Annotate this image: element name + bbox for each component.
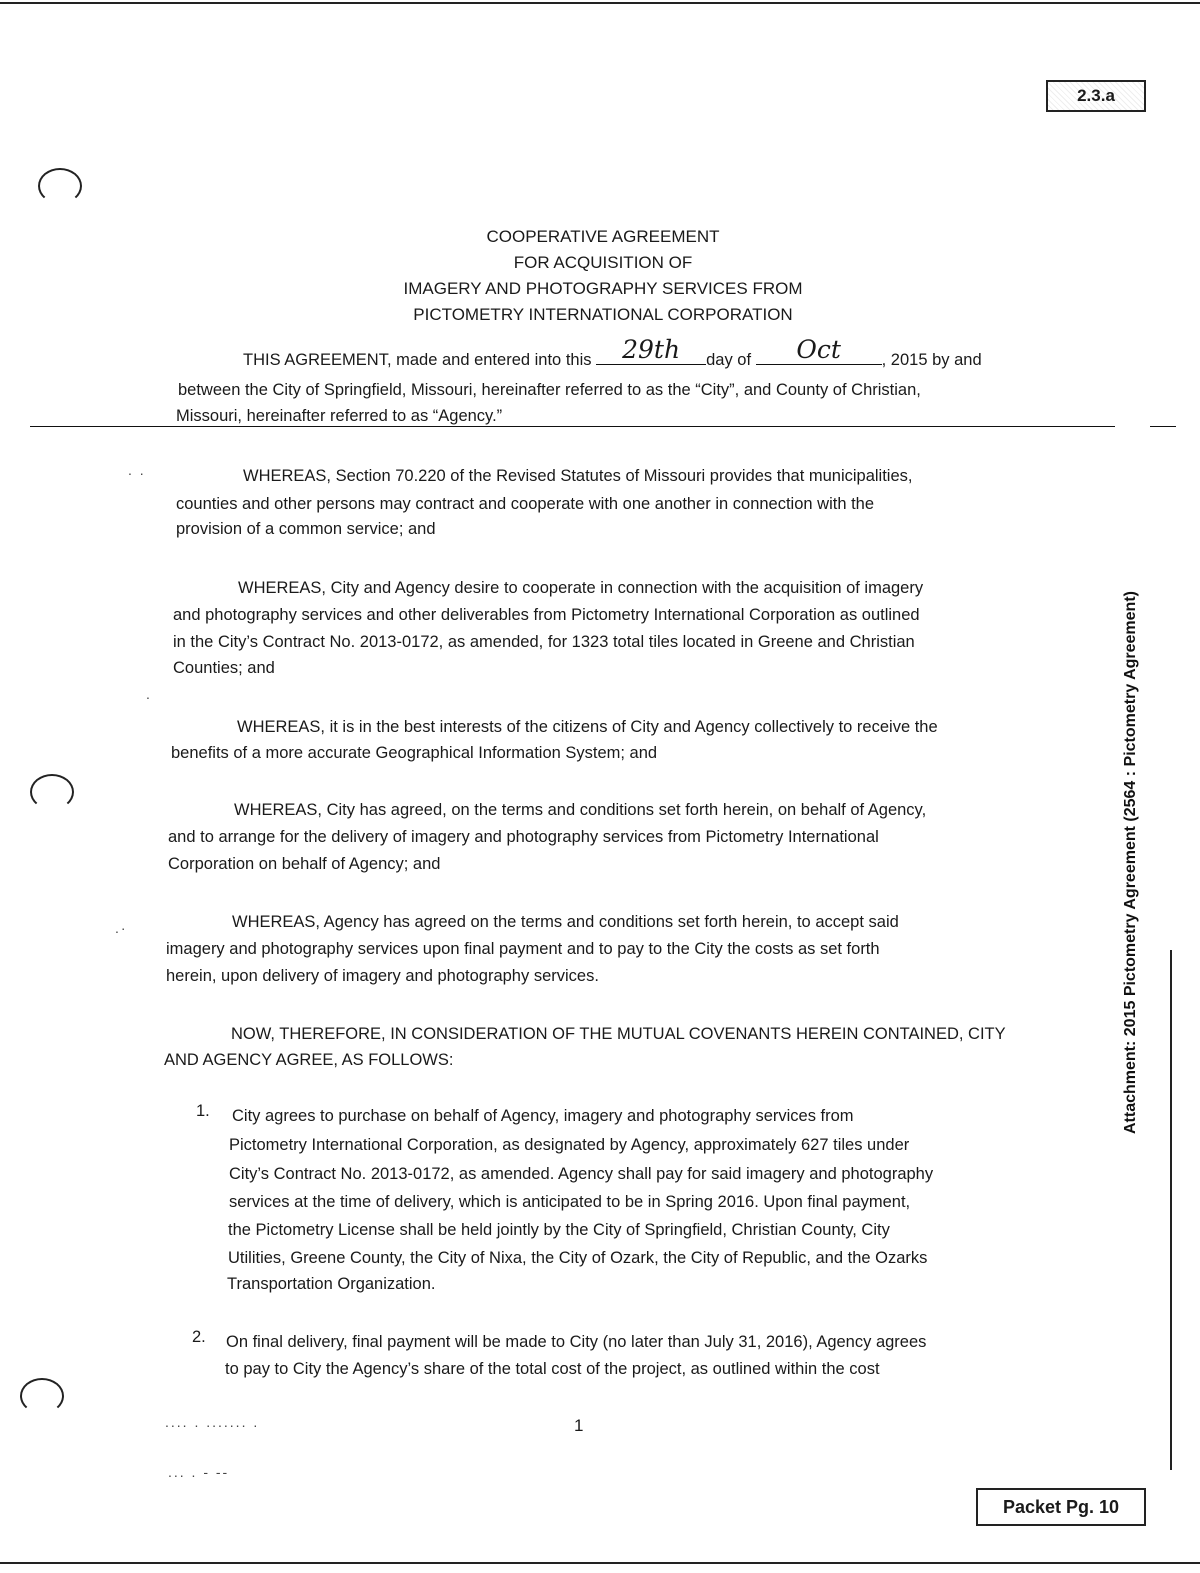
list-item-line: City agrees to purchase on behalf of Agency, imagery and photography services from (232, 1107, 854, 1125)
punch-hole-icon (38, 168, 82, 204)
attachment-side-note: Attachment: 2015 Pictometry Agreement (2564 : Pictometry Agreement) (1122, 591, 1139, 1134)
whereas-line: WHEREAS, it is in the best interests of the citizens of City and Agency collectively to receive the (237, 718, 938, 736)
list-item-line: City’s Contract No. 2013-0172, as amended. Agency shall pay for said imagery and photography (229, 1165, 934, 1183)
scan-speckle: .· (115, 920, 128, 936)
intro-line-3: Missouri, hereinafter referred to as “Agency.” (176, 407, 503, 425)
title-line: COOPERATIVE AGREEMENT (486, 227, 720, 246)
bottom-scan-border (0, 1562, 1200, 1564)
intro-line-2: between the City of Springfield, Missouri, hereinafter referred to as the “City”, and County of Christian, (178, 381, 921, 399)
title-line: PICTOMETRY INTERNATIONAL CORPORATION (413, 305, 793, 324)
intro-suffix: , 2015 by and (881, 351, 982, 369)
page-number: 1 (574, 1416, 584, 1435)
day-blank (596, 335, 706, 365)
list-item-line: the Pictometry License shall be held jointly by the City of Springfield, Christian County, City (228, 1221, 890, 1239)
title-line: FOR ACQUISITION OF (513, 253, 693, 272)
whereas-line: imagery and photography services upon final payment and to pay to the City the costs as set forth (166, 940, 880, 958)
divider-line (1150, 426, 1176, 427)
whereas-line: WHEREAS, City and Agency desire to cooperate in connection with the acquisition of imagery (238, 579, 924, 597)
scan-speckle: .... . ....... . (165, 1414, 260, 1430)
handwritten-month: Oct (796, 335, 841, 364)
margin-scan-line (1170, 950, 1172, 1470)
intro-prefix: THIS AGREEMENT, made and entered into this (243, 351, 592, 369)
intro-line-1 (243, 335, 982, 374)
whereas-line: benefits of a more accurate Geographical Information System; and (171, 744, 658, 762)
whereas-line: Counties; and (173, 659, 275, 677)
list-number: 1. (196, 1102, 210, 1120)
list-item-line: to pay to City the Agency’s share of the total cost of the project, as outlined within the cost (225, 1360, 880, 1378)
whereas-line: in the City’s Contract No. 2013-0172, as amended, for 1323 total tiles located in Greene and Christian (173, 633, 915, 651)
list-item-line: services at the time of delivery, which is anticipated to be in Spring 2016. Upon final payment, (229, 1193, 911, 1211)
whereas-line: counties and other persons may contract and cooperate with one another in connection with the (176, 495, 875, 513)
intro-mid: day of (706, 351, 752, 369)
scan-speckle: . (146, 686, 152, 702)
punch-hole-icon (20, 1378, 64, 1414)
whereas-line: herein, upon delivery of imagery and photography services. (166, 967, 599, 985)
title-line: IMAGERY AND PHOTOGRAPHY SERVICES FROM (403, 279, 803, 298)
list-number: 2. (192, 1328, 206, 1346)
whereas-line: WHEREAS, City has agreed, on the terms and conditions set forth herein, on behalf of Agency, (234, 801, 927, 819)
list-item-line: Pictometry International Corporation, as designated by Agency, approximately 627 tiles under (229, 1136, 910, 1154)
now-therefore-line: AND AGENCY AGREE, AS FOLLOWS: (164, 1051, 454, 1069)
whereas-line: WHEREAS, Section 70.220 of the Revised Statutes of Missouri provides that municipalities, (243, 467, 913, 485)
handwritten-day: 29th (622, 335, 681, 364)
whereas-line: and to arrange for the delivery of imagery and photography services from Pictometry International (168, 828, 879, 846)
now-therefore-line: NOW, THEREFORE, IN CONSIDERATION OF THE MUTUAL COVENANTS HEREIN CONTAINED, CITY (231, 1025, 1006, 1043)
whereas-line: and photography services and other deliverables from Pictometry International Corporation as outlined (173, 606, 920, 624)
scan-speckle: ... . - -- (168, 1464, 230, 1480)
divider-line (30, 426, 1115, 427)
list-item-line: Transportation Organization. (227, 1275, 436, 1293)
month-blank (756, 335, 882, 365)
list-item-line: Utilities, Greene County, the City of Nixa, the City of Ozark, the City of Republic, and the Ozarks (228, 1249, 928, 1267)
whereas-line: WHEREAS, Agency has agreed on the terms and conditions set forth herein, to accept said (232, 913, 899, 931)
scan-speckle: . . (128, 462, 146, 478)
list-item-line: On final delivery, final payment will be made to City (no later than July 31, 2016), Agency agrees (226, 1333, 927, 1351)
packet-page-tag: Packet Pg. 10 (976, 1488, 1146, 1526)
top-scan-border (0, 2, 1200, 4)
whereas-line: Corporation on behalf of Agency; and (168, 855, 441, 873)
punch-hole-icon (30, 774, 74, 810)
document-title (300, 224, 906, 328)
agenda-item-tag: 2.3.a (1046, 80, 1146, 112)
whereas-line: provision of a common service; and (176, 520, 436, 538)
